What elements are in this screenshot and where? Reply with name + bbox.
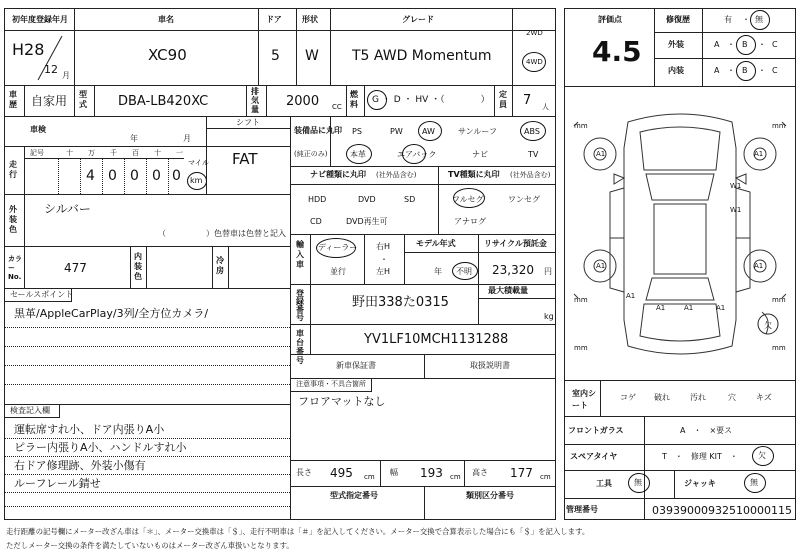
history-value: 自家用 bbox=[31, 94, 68, 108]
ext-b: B bbox=[742, 40, 748, 49]
inspector-label: 検査記入欄 bbox=[10, 406, 50, 415]
reg-month: 12 bbox=[44, 63, 58, 76]
grade-label: グレード bbox=[402, 15, 434, 24]
model-year-unit: 年 bbox=[434, 267, 442, 276]
mm-mark: mm bbox=[574, 296, 588, 304]
equip-airbag: エアバック bbox=[397, 150, 437, 159]
max-load-unit: kg bbox=[544, 312, 554, 321]
int-dot2: ・ bbox=[758, 66, 766, 75]
height-value: 177 bbox=[510, 466, 533, 480]
caution-text: フロアマットなし bbox=[298, 395, 386, 408]
mileage-digit: 0 bbox=[130, 168, 139, 184]
footer-note-1: 走行距離の記号欄にメーター改ざん車は「＊」、メーター交換車は「＄」、走行不明車は「＃」を記入してください。メーター交換で合算表示した場合にも「＄」を記入します。 bbox=[6, 527, 590, 536]
equipment-sublabel: (純正のみ) bbox=[294, 150, 328, 158]
displacement-unit: CC bbox=[332, 103, 342, 111]
width-label: 幅 bbox=[390, 468, 398, 477]
color-value: シルバー bbox=[44, 202, 91, 216]
color-note: （ ）色替車は色替と記入 bbox=[158, 229, 286, 238]
tv-type-sub: (社外品含む) bbox=[510, 171, 551, 179]
equip-leather: 本革 bbox=[350, 150, 366, 159]
shift-value: FAT bbox=[232, 150, 258, 168]
import-right-h: 右H bbox=[376, 242, 391, 251]
class-number-label: 類別区分番号 bbox=[466, 491, 514, 500]
damage-mark: A1 bbox=[626, 292, 636, 300]
interior-label: 内装 bbox=[668, 66, 684, 75]
damage-mark: A1 bbox=[754, 150, 764, 158]
equip-aw: AW bbox=[422, 127, 435, 136]
damage-mark: A1 bbox=[656, 304, 666, 312]
color-label: 外装色 bbox=[9, 205, 17, 234]
equip-nav: ナビ bbox=[472, 150, 488, 159]
capacity-value: 7 bbox=[523, 93, 532, 108]
equip-pw: PW bbox=[390, 127, 403, 136]
unit-header: 十 bbox=[154, 149, 161, 157]
color-no-value: 477 bbox=[64, 261, 87, 275]
unit-header: 十 bbox=[66, 149, 73, 157]
door-value: 5 bbox=[271, 48, 280, 64]
unit-header: 一 bbox=[176, 149, 183, 157]
length-value: 495 bbox=[330, 466, 353, 480]
tools-label: 工具 bbox=[596, 479, 612, 488]
nav-sd: SD bbox=[404, 195, 416, 204]
month-unit: 月 bbox=[62, 71, 70, 80]
tools-marked: 無 bbox=[634, 478, 642, 487]
sales-point-text: 黒革/AppleCarPlay/3列/全方位カメラ/ bbox=[14, 307, 209, 320]
mm-mark: mm bbox=[772, 296, 786, 304]
spare-label: スペアタイヤ bbox=[570, 452, 618, 461]
mileage-code-label: 記号 bbox=[30, 149, 44, 157]
damage-mark: A1 bbox=[754, 262, 764, 270]
interior-seat-label: 室内シート bbox=[572, 389, 596, 410]
height-label: 高さ bbox=[472, 468, 488, 477]
model-year-label: モデル年式 bbox=[416, 239, 456, 248]
inspection-year-unit: 年 bbox=[130, 134, 138, 143]
car-name-label: 車名 bbox=[158, 15, 174, 24]
displacement-value: 2000 bbox=[286, 94, 320, 109]
score-label: 評価点 bbox=[598, 15, 622, 24]
car-diagram bbox=[566, 88, 794, 380]
inspection-label: 車検 bbox=[30, 125, 46, 134]
recycle-unit: 円 bbox=[544, 267, 552, 276]
equip-tv: TV bbox=[528, 150, 539, 159]
seat-item: コゲ bbox=[620, 393, 636, 402]
equip-ps: PS bbox=[352, 127, 362, 136]
missing-mark: 欠 bbox=[764, 321, 772, 330]
spare-marked: 欠 bbox=[758, 451, 766, 460]
ac-label: 冷房 bbox=[216, 256, 224, 275]
nav-type-sub: (社外品含む) bbox=[376, 171, 417, 179]
chassis-label: 車台番号 bbox=[296, 329, 304, 365]
length-label: 長さ bbox=[296, 468, 312, 477]
grade-value: T5 AWD Momentum bbox=[352, 48, 492, 64]
shape-label: 形状 bbox=[302, 15, 318, 24]
registration-label: 登録番号 bbox=[296, 289, 304, 322]
import-left-h: 左H bbox=[376, 267, 391, 276]
tv-fullseg: フルセグ bbox=[452, 195, 484, 204]
damage-mark: A1 bbox=[596, 150, 606, 158]
mileage-digit: 0 bbox=[172, 168, 181, 184]
seat-item: 穴 bbox=[728, 393, 736, 402]
length-unit: cm bbox=[364, 473, 375, 481]
damage-mark: A1 bbox=[716, 304, 726, 312]
int-dot: ・ bbox=[727, 66, 735, 75]
inspector-line: 運転席すれ小、ドア内張りA小 bbox=[14, 423, 165, 436]
equipment-label: 装備品に丸印 bbox=[294, 126, 342, 135]
capacity-unit: 人 bbox=[542, 103, 549, 111]
registration-value: 野田338た0315 bbox=[352, 295, 449, 310]
fuel-options: G ・ D ・ HV ・（ ） bbox=[372, 95, 490, 105]
ext-a: A bbox=[714, 40, 720, 49]
door-label: ドア bbox=[266, 15, 282, 24]
nav-dvd: DVD bbox=[358, 195, 376, 204]
recycle-value: 23,320 bbox=[492, 263, 534, 277]
mm-mark: mm bbox=[574, 122, 588, 130]
nav-dvd-play: DVD再生可 bbox=[346, 217, 388, 226]
damage-mark: A1 bbox=[684, 304, 694, 312]
ext-dot: ・ bbox=[727, 40, 735, 49]
management-label: 管理番号 bbox=[566, 505, 598, 514]
interior-color-label: 内装色 bbox=[134, 252, 142, 281]
reg-year-label: 初年度登録年月 bbox=[12, 15, 68, 24]
jack-label: ジャッキ bbox=[684, 479, 716, 488]
tv-type-label: TV種類に丸印 bbox=[448, 170, 500, 179]
shape-value: W bbox=[305, 48, 319, 64]
width-value: 193 bbox=[420, 466, 443, 480]
windshield-label: フロントガラス bbox=[568, 426, 624, 435]
sales-point-label: セールスポイント bbox=[10, 290, 74, 299]
unit-header: 百 bbox=[132, 149, 139, 157]
import-dot: ・ bbox=[380, 255, 388, 264]
displacement-label: 排気量 bbox=[251, 87, 259, 114]
seat-item: キズ bbox=[756, 393, 772, 402]
width-unit: cm bbox=[450, 473, 461, 481]
int-c: C bbox=[772, 66, 778, 75]
type-number-label: 型式指定番号 bbox=[330, 491, 378, 500]
shift-label: シフト bbox=[236, 118, 260, 127]
import-parallel: 並行 bbox=[330, 267, 346, 276]
tv-oneseg: ワンセグ bbox=[508, 195, 540, 204]
drive-4wd: 4WD bbox=[526, 58, 543, 66]
repair-none: 無 bbox=[755, 15, 763, 24]
inspector-line: 右ドア修理跡、外装小傷有 bbox=[14, 459, 146, 472]
inspector-line: ピラー内張りA小、ハンドルすれ小 bbox=[14, 441, 187, 454]
equip-sunroof: サンルーフ bbox=[458, 127, 497, 136]
equip-abs: ABS bbox=[524, 127, 540, 136]
unit-header: 万 bbox=[88, 149, 95, 157]
manual-label: 取扱説明書 bbox=[470, 361, 510, 370]
ext-dot2: ・ bbox=[758, 40, 766, 49]
era-year: H28 bbox=[12, 40, 45, 59]
score-value: 4.5 bbox=[592, 35, 642, 68]
damage-mark: A1 bbox=[596, 262, 606, 270]
caution-label: 注意事項・不具合箇所 bbox=[296, 380, 366, 388]
height-unit: cm bbox=[540, 473, 551, 481]
capacity-label: 定員 bbox=[499, 90, 507, 109]
repair-label: 修復歴 bbox=[666, 15, 690, 24]
damage-mark: W1 bbox=[730, 182, 742, 190]
ext-c: C bbox=[772, 40, 778, 49]
inspection-month-unit: 月 bbox=[183, 134, 191, 143]
model-label: 型式 bbox=[79, 90, 87, 109]
footer-note-2: ただしメーター交換の条件を満たしていないものはメーター改ざん車扱いとなります。 bbox=[6, 541, 294, 550]
import-label: 輸入車 bbox=[296, 240, 304, 269]
mileage-digit: 4 bbox=[86, 168, 95, 184]
warranty-label: 新車保証書 bbox=[336, 361, 376, 370]
fuel-label: 燃料 bbox=[350, 90, 358, 109]
tv-analog: アナログ bbox=[454, 217, 486, 226]
mm-mark: mm bbox=[772, 344, 786, 352]
unit-header: 千 bbox=[110, 149, 117, 157]
int-a: A bbox=[714, 66, 720, 75]
mileage-digit: 0 bbox=[108, 168, 117, 184]
windshield-options: A ・ ×要ス bbox=[680, 426, 733, 435]
model-value: DBA-LB420XC bbox=[118, 94, 209, 109]
management-value: 03939000932510000115 bbox=[652, 504, 792, 517]
import-dealer: ディーラー bbox=[318, 243, 358, 252]
car-name: XC90 bbox=[148, 46, 187, 64]
model-year-unknown: 不明 bbox=[456, 267, 472, 276]
exterior-label: 外装 bbox=[668, 40, 684, 49]
mm-mark: mm bbox=[574, 344, 588, 352]
repair-dot: ・ bbox=[742, 15, 750, 24]
mile-label: マイル bbox=[188, 159, 209, 167]
recycle-label: リサイクル預託金 bbox=[484, 239, 547, 248]
damage-mark: W1 bbox=[730, 206, 742, 214]
int-b: B bbox=[742, 66, 748, 75]
mileage-label: 走行 bbox=[9, 160, 17, 179]
spare-options: T ・ 修理 KIT ・ bbox=[662, 452, 738, 461]
seat-item: 破れ bbox=[654, 393, 670, 402]
mileage-digit: 0 bbox=[152, 168, 161, 184]
nav-cd: CD bbox=[310, 217, 322, 226]
mm-mark: mm bbox=[772, 122, 786, 130]
max-load-label: 最大積載量 bbox=[488, 286, 528, 295]
nav-type-label: ナビ種類に丸印 bbox=[310, 170, 366, 179]
seat-item: 汚れ bbox=[690, 393, 706, 402]
color-no-label: カラーNo. bbox=[8, 255, 22, 281]
inspector-line: ルーフレール錆せ bbox=[14, 477, 101, 490]
km-label: km bbox=[190, 176, 203, 185]
drive-2wd: 2WD bbox=[526, 29, 543, 37]
jack-marked: 無 bbox=[750, 478, 758, 487]
nav-hdd: HDD bbox=[308, 195, 327, 204]
chassis-value: YV1LF10MCH1131288 bbox=[364, 332, 509, 347]
repair-yes: 有 bbox=[724, 15, 732, 24]
history-label: 車歴 bbox=[9, 90, 17, 109]
